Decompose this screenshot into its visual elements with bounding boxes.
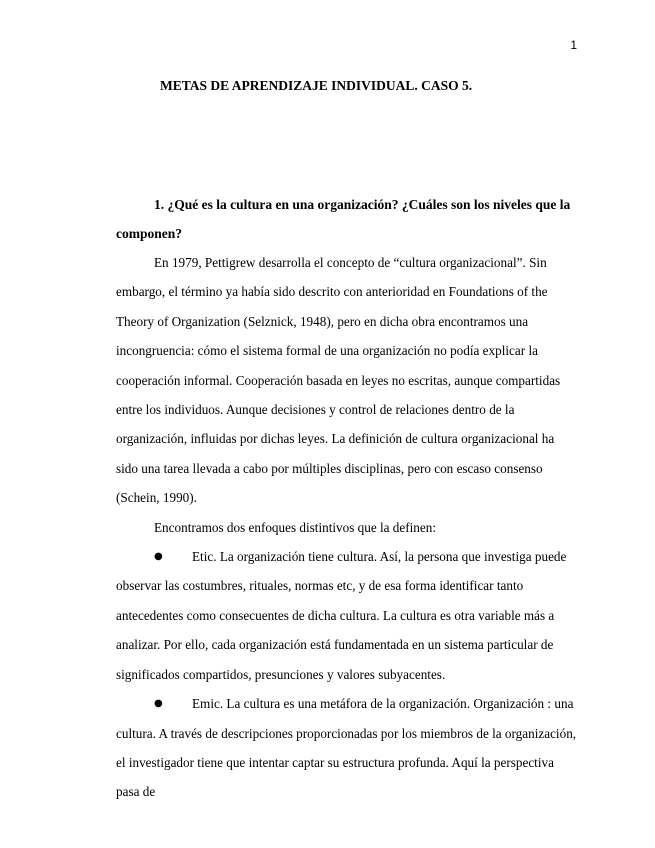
bullet-item-etic [116,542,578,689]
bullet-icon: ● [154,698,163,710]
paragraph-approaches: Encontramos dos enfoques distintivos que la definen: [154,519,437,535]
bullet-item-emic [116,689,578,807]
bullet-text: Etic. La organización tiene cultura. Así, la persona que investiga puede observar las costumbres, rituales, normas etc, y de esa forma identificar tanto antecedentes como consecuentes de dicha cultura. La cultura es otra variable más a analizar. Por ello, cada organización está fundamentada en un sistema particular de significados compartidos, presunciones y valores subyacentes. [116,549,567,682]
bullet-text: Emic. La cultura es una metáfora de la organización. Organización : una cultura. A través de descripciones proporcionadas por los miembros de la organización, el investigador tiene que intentar captar su estructura profunda. Aquí la perspectiva pasa de [116,696,577,800]
section-heading: 1. ¿Qué es la cultura en una organización? ¿Cuáles son los niveles que la componen? [116,197,571,242]
section-body [116,248,578,807]
paragraph-intro: En 1979, Pettigrew desarrolla el concepto de “cultura organizacional”. Sin embargo, el término ya había sido descrito con anterioridad en Foundations of the Theory of Organization (Selznick, 1948), pero en dicha obra encontramos una incongruencia: cómo el sistema formal de una organización no podía explicar la cooperación informal. Cooperación basada en leyes no escritas, aunque compartidas entre los individuos. Aunque decisiones y control de relaciones dentro de la organización, influidas por dichas leyes. La definición de cultura organizacional ha sido una tarea llevada a cabo por múltiples disciplinas, pero con escaso consenso (Schein, 1990). [116,255,561,506]
page-number: 1 [570,38,577,52]
bullet-icon: ● [154,551,163,563]
document-title: METAS DE APRENDIZAJE INDIVIDUAL. CASO 5. [160,78,473,93]
